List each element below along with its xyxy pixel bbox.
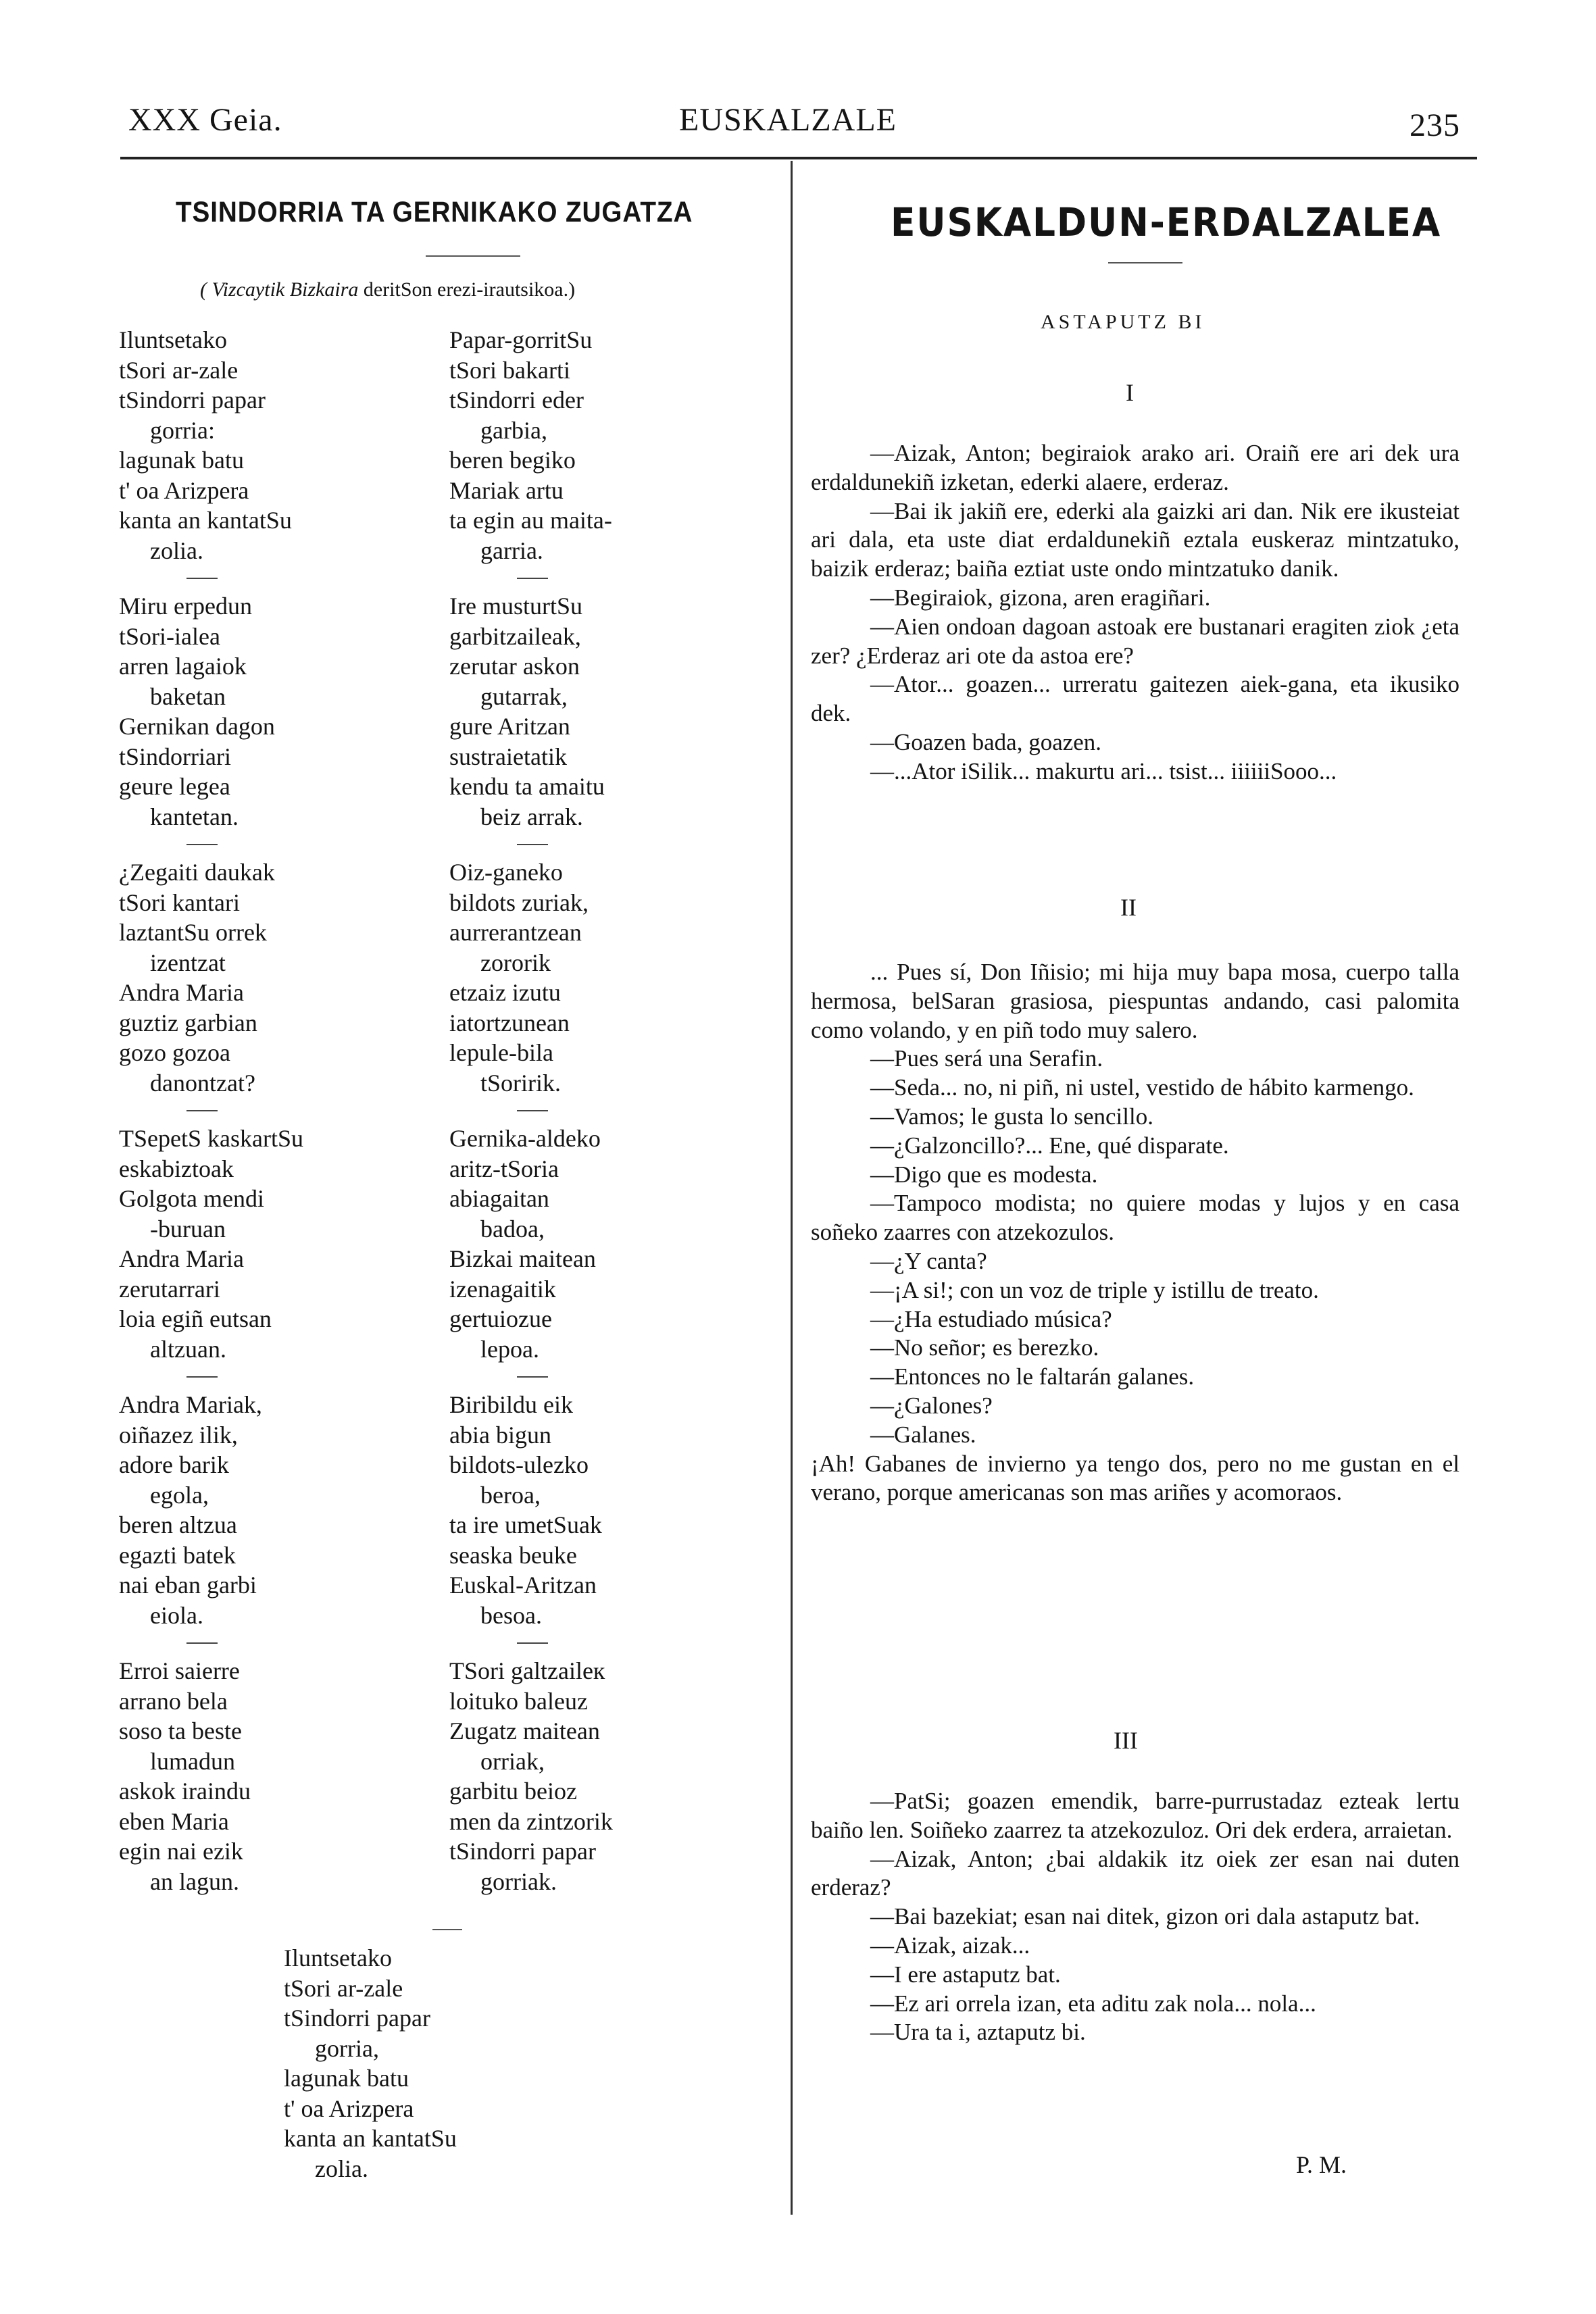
verse-line: TSori galtzaileк	[449, 1657, 605, 1684]
verse-line: gozo gozoa	[119, 1039, 230, 1066]
poem-left-column	[119, 325, 457, 1896]
paragraph: —Aien ondoan dagoan astoak ere bustanari eragiten ziok ¿eta zer? ¿Erderaz ari ote da astoa ere?	[811, 613, 1460, 669]
verse-line: orriak,	[480, 1747, 545, 1775]
verse-line: iatortzunean	[449, 1009, 570, 1036]
verse-line: Ire musturtSu	[449, 593, 582, 620]
paragraph: —Aizak, Anton; begiraiok arako ari. Oraiñ ere ari dek ura erdaldunekiñ izketan, ederki alaere, erderaz.	[811, 440, 1460, 495]
stanza	[449, 591, 787, 832]
verse-line: kanta an kantatSu	[284, 2125, 457, 2152]
paragraph: —Bai bazekiat; esan nai ditek, gizon ori dala astaputz bat.	[870, 1903, 1420, 1930]
verse-line: tSindorri eder	[449, 386, 584, 413]
verse-line: Biribildu eik	[449, 1391, 573, 1418]
verse-line: nai eban garbi	[119, 1571, 257, 1599]
paragraph: —Digo que es modesta.	[870, 1161, 1098, 1188]
verse-line: sustraietatik	[449, 743, 567, 770]
stanza-separator	[517, 1642, 548, 1644]
verse-line: lagunak batu	[284, 2065, 409, 2092]
verse-line: bildots zuriak,	[449, 888, 589, 916]
stanza	[449, 1124, 787, 1364]
verse-line: seaska beuke	[449, 1541, 577, 1569]
verse-line: tSori bakarti	[449, 356, 570, 384]
verse-line: garria.	[480, 536, 543, 564]
verse-line: t' oa Arizpera	[119, 476, 249, 504]
verse-line: danontzat?	[150, 1069, 255, 1097]
verse-line: zolia.	[315, 2155, 368, 2182]
stanza-separator	[186, 1376, 218, 1378]
verse-line: garbitu beioz	[449, 1778, 577, 1805]
verse-line: Iluntsetako	[284, 1944, 392, 1971]
stanza	[119, 591, 457, 832]
verse-line: Miru erpedun	[119, 593, 252, 620]
verse-line: ta egin au maita-	[449, 507, 612, 534]
paragraph: —¡A si!; con un voz de triple y istillu de treato.	[870, 1276, 1319, 1303]
verse-line: tSindorri papar	[119, 386, 266, 413]
verse-line: Andra Mariak,	[119, 1391, 262, 1418]
paragraph: —Galanes.	[870, 1421, 976, 1448]
running-head-volume: XXX Geia.	[128, 102, 282, 138]
verse-line: Gernikan dagon	[119, 713, 275, 740]
verse-line: beroa,	[480, 1481, 541, 1509]
verse-line: zolia.	[150, 536, 203, 564]
paragraph: —¿Galzoncillo?... Ene, qué disparate.	[870, 1132, 1229, 1159]
paragraph: ... Pues sí, Don Iñisio; mi hija muy bapa mosa, cuerpo talla hermosa, belSaran grasiosa, piespuntas andando, casi palomita como volando, y en piñ todo muy salero.	[811, 959, 1460, 1043]
stanza-separator	[517, 1376, 548, 1378]
verse-line: izenagaitik	[449, 1275, 556, 1303]
verse-line: aurrerantzean	[449, 919, 582, 946]
final-stanza-rule	[432, 1929, 462, 1930]
verse-line: egazti batek	[119, 1541, 236, 1569]
paragraph: —...Ator iSilik... makurtu ari... tsist... iiiiiiSooo...	[870, 757, 1337, 784]
verse-line: Mariak artu	[449, 476, 564, 504]
verse-line: egin nai ezik	[119, 1838, 243, 1865]
verse-line: kendu ta amaitu	[449, 773, 605, 800]
verse-line: aritz-tSoria	[449, 1155, 559, 1182]
verse-line: lumadun	[150, 1747, 235, 1775]
poem-right-column	[449, 325, 787, 1896]
verse-line: guztiz garbian	[119, 1009, 257, 1036]
section-numeral-3: III	[1114, 1727, 1138, 1754]
verse-line: arren lagaiok	[119, 653, 247, 680]
verse-line: arrano bela	[119, 1687, 228, 1715]
stanza	[449, 1390, 787, 1630]
stanza-separator	[517, 1110, 548, 1111]
stanza	[119, 1124, 457, 1364]
verse-line: gutarrak,	[480, 682, 568, 710]
article-title: EUSKALDUN-ERDALZALEA	[891, 199, 1441, 245]
verse-line: lagunak batu	[119, 447, 244, 474]
verse-line: eben Maria	[119, 1807, 229, 1835]
paragraph: ¡Ah! Gabanes de invierno ya tengo dos, pero no me gustan en el verano, porque americanas son mas ariñes y acomoraos.	[811, 1450, 1460, 1506]
verse-line: Golgota mendi	[119, 1185, 264, 1212]
verse-line: Oiz-ganeko	[449, 859, 563, 886]
article-signature: P. M.	[1296, 2151, 1347, 2178]
verse-line: beren begiko	[449, 447, 576, 474]
verse-line: laztantSu orrek	[119, 919, 267, 946]
verse-line: ¿Zegaiti daukak	[119, 859, 275, 886]
poem-title: TSINDORRIA TA GERNIKAKO ZUGATZA	[176, 196, 693, 228]
verse-line: baketan	[150, 682, 226, 710]
stanza-separator	[186, 578, 218, 579]
verse-line: TSepetS kaskartSu	[119, 1125, 303, 1152]
verse-line: Gernika-aldeko	[449, 1125, 601, 1152]
verse-line: men da zintzorik	[449, 1807, 613, 1835]
verse-line: etzaiz izutu	[449, 979, 561, 1006]
verse-line: askok iraindu	[119, 1778, 251, 1805]
verse-line: eiola.	[150, 1601, 203, 1629]
stanza	[119, 857, 457, 1098]
verse-line: gertuiozue	[449, 1305, 552, 1332]
verse-line: zerutar askon	[449, 653, 580, 680]
section-1-text	[811, 439, 1460, 786]
dedication-italic: ( Vizcaytik Bizkaira	[200, 278, 359, 301]
verse-line: kantetan.	[150, 803, 239, 830]
verse-line: Euskal-Aritzan	[449, 1571, 597, 1599]
verse-line: Erroi saierre	[119, 1657, 240, 1684]
verse-line: besoa.	[480, 1601, 542, 1629]
verse-line: tSori-ialea	[119, 622, 220, 650]
verse-line: gorriak.	[480, 1867, 557, 1895]
paragraph: —Ura ta i, aztaputz bi.	[870, 2019, 1086, 2046]
verse-line: tSori kantari	[119, 888, 240, 916]
paragraph: —Tampoco modista; no quiere modas y lujos y en casa soñeko zaarres con atzekozulos.	[811, 1190, 1460, 1246]
paragraph: —Ator... goazen... urreratu gaitezen aiek-gana, eta ikusiko dek.	[811, 671, 1460, 727]
section-3-text	[811, 1787, 1460, 2047]
verse-line: tSindorri papar	[284, 2005, 430, 2032]
paragraph: —Vamos; le gusta lo sencillo.	[870, 1103, 1153, 1130]
section-2-text	[811, 958, 1460, 1507]
stanza	[119, 1390, 457, 1630]
verse-line: garbia,	[480, 416, 547, 444]
header-rule	[120, 157, 1477, 159]
verse-line: Iluntsetako	[119, 326, 227, 353]
verse-line: tSindorri papar	[449, 1838, 596, 1865]
verse-line: oiñazez ilik,	[119, 1421, 238, 1449]
verse-line: izentzat	[150, 949, 226, 976]
verse-line: Papar-gorritSu	[449, 326, 593, 353]
verse-line: altzuan.	[150, 1335, 226, 1363]
verse-line: tSindorriari	[119, 743, 231, 770]
paragraph: —¿Y canta?	[870, 1247, 987, 1274]
paragraph: —Aizak, Anton; ¿bai aldakik itz oiek zer esan nai duten erderaz?	[811, 1845, 1460, 1901]
verse-line: -buruan	[150, 1215, 226, 1242]
paragraph: —Begiraiok, gizona, aren eragiñari.	[870, 584, 1211, 611]
verse-line: beren altzua	[119, 1511, 237, 1538]
verse-line: badoa,	[480, 1215, 545, 1242]
verse-line: tSoririk.	[480, 1069, 562, 1097]
page-number: 235	[1410, 107, 1460, 143]
verse-line: Zugatz maitean	[449, 1717, 600, 1744]
paragraph: —¿Ha estudiado música?	[870, 1305, 1112, 1332]
verse-line: an lagun.	[150, 1867, 239, 1895]
verse-line: Andra Maria	[119, 979, 244, 1006]
article-title-rule	[1108, 262, 1182, 263]
paragraph: —No señor; es berezko.	[870, 1334, 1099, 1361]
verse-line: ta ire umetSuak	[449, 1511, 602, 1538]
verse-line: kanta an kantatSu	[119, 507, 292, 534]
verse-line: tSori ar-zale	[284, 1974, 403, 2002]
paragraph: —Ez ari orrela izan, eta aditu zak nola... nola...	[870, 1990, 1316, 2017]
column-divider	[791, 161, 793, 2215]
stanza-separator	[186, 1110, 218, 1111]
verse-line: lepoa.	[480, 1335, 539, 1363]
verse-line: garbitzaileak,	[449, 622, 581, 650]
paragraph: —I ere astaputz bat.	[870, 1961, 1061, 1988]
verse-line: beiz arrak.	[480, 803, 583, 830]
verse-line: lepule-bila	[449, 1039, 553, 1066]
verse-line: egola,	[150, 1481, 209, 1509]
verse-line: eskabiztoak	[119, 1155, 234, 1182]
section-numeral-2: II	[1120, 894, 1137, 921]
verse-line: Bizkai maitean	[449, 1245, 596, 1272]
verse-line: adore barik	[119, 1451, 229, 1478]
paragraph: —Seda... no, ni piñ, ni ustel, vestido de hábito karmengo.	[870, 1074, 1414, 1101]
verse-line: zerutarrari	[119, 1275, 220, 1303]
dedication-rest: deritSon erezi-irautsikoa.)	[358, 278, 576, 301]
verse-line: abia bigun	[449, 1421, 551, 1449]
article-subtitle: ASTAPUTZ BI	[1041, 311, 1205, 333]
title-rule	[426, 255, 520, 257]
stanza-separator	[186, 1642, 218, 1644]
running-head-journal: EUSKALZALE	[679, 102, 897, 138]
verse-line: tSori ar-zale	[119, 356, 239, 384]
verse-line: gorria:	[150, 416, 215, 444]
verse-line: abiagaitan	[449, 1185, 549, 1212]
paragraph: —Bai ik jakiñ ere, ederki ala gaizki ari dan. Nik ere ikusteiat ari dala, eta uste diat erdaldunekiñ eztala euskeraz mintzatuko, baizik erderaz; baiña eztiat uste ondo mintzatuko danik.	[811, 497, 1460, 582]
paragraph: —Aizak, aizak...	[870, 1932, 1030, 1959]
verse-line: gure Aritzan	[449, 713, 570, 740]
paragraph: —Entonces no le faltarán galanes.	[870, 1363, 1195, 1390]
paragraph: —PatSi; goazen emendik, barre-purrustadaz ezteak lertu baiño len. Soiñeko zaarrez ta atzekozuloz. Ori dek erdera, arraietan.	[811, 1788, 1460, 1843]
stanza-separator	[186, 844, 218, 845]
stanza	[119, 325, 457, 565]
poem-dedication	[200, 278, 575, 301]
verse-line: loituko baleuz	[449, 1687, 588, 1715]
verse-line: zororik	[480, 949, 551, 976]
stanza	[449, 325, 787, 565]
stanza-separator	[517, 578, 548, 579]
verse-line: Andra Maria	[119, 1245, 244, 1272]
verse-line: t' oa Arizpera	[284, 2094, 414, 2122]
stanza	[119, 1656, 457, 1896]
verse-line: gorria,	[315, 2034, 379, 2062]
verse-line: geure legea	[119, 773, 230, 800]
paragraph: —¿Galones?	[870, 1392, 993, 1419]
poem-final-stanza	[284, 1943, 457, 2184]
stanza-separator	[517, 844, 548, 845]
stanza	[449, 857, 787, 1098]
verse-line: soso ta beste	[119, 1717, 242, 1744]
section-numeral-1: I	[1126, 379, 1134, 406]
paragraph: —Pues será una Serafin.	[870, 1045, 1103, 1072]
verse-line: bildots-ulezko	[449, 1451, 589, 1478]
paragraph: —Goazen bada, goazen.	[870, 728, 1102, 755]
stanza	[449, 1656, 787, 1896]
verse-line: loia egiñ eutsan	[119, 1305, 272, 1332]
